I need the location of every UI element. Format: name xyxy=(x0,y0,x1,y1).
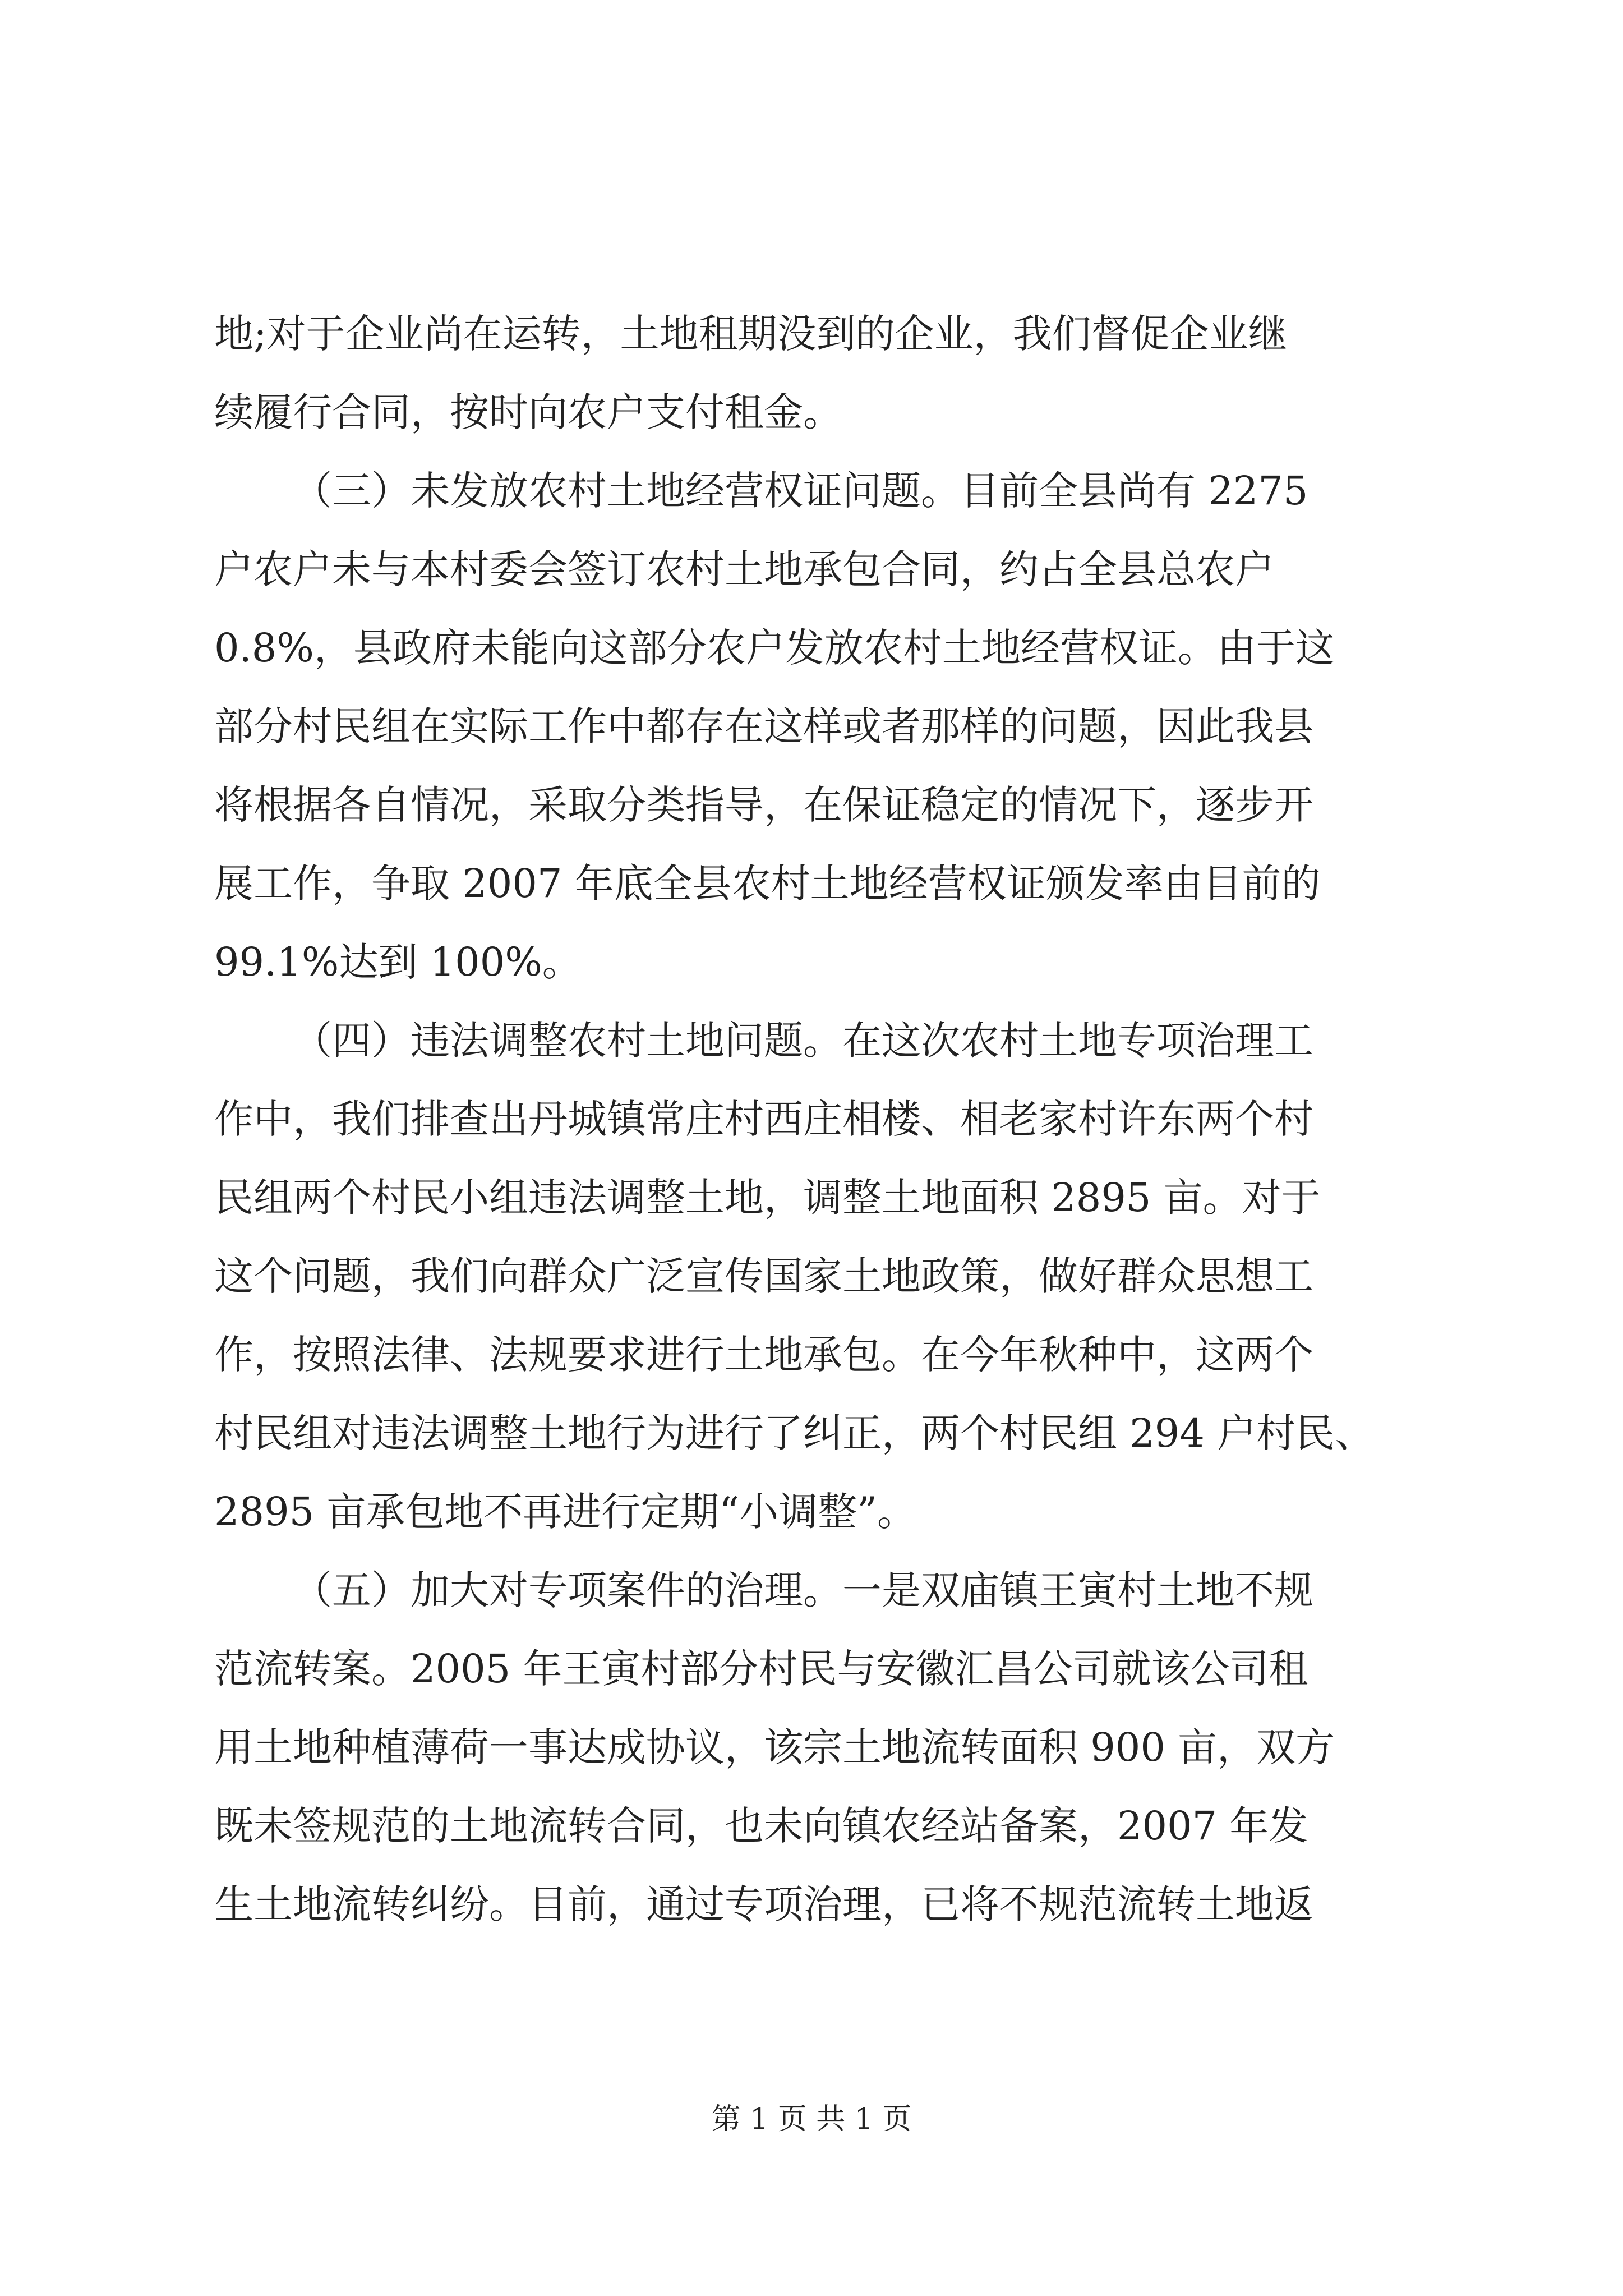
page-footer: 第 1 页 共 1 页 xyxy=(711,2102,912,2136)
text-line-14: 作，按照法律、法规要求进行土地承包。在今年秋种中，这两个 xyxy=(214,1332,1313,1378)
text-line-8: 展工作，争取 2007 年底全县农村土地经营权证颁发率由目前的 xyxy=(214,861,1321,907)
text-line-9: 99.1%达到 100%。 xyxy=(214,939,582,985)
text-line-10: （四）违法调整农村土地问题。在这次农村土地专项治理工 xyxy=(293,1018,1313,1064)
text-line-13: 这个问题，我们向群众广泛宣传国家土地政策，做好群众思想工 xyxy=(214,1253,1313,1299)
text-line-15: 村民组对违法调整土地行为进行了纠正，两个村民组 294 户村民、 xyxy=(214,1410,1375,1456)
text-line-16: 2895 亩承包地不再进行定期“小调整”。 xyxy=(214,1489,916,1535)
text-line-21: 生土地流转纠纷。目前，通过专项治理，已将不规范流转土地返 xyxy=(214,1881,1313,1927)
text-line-5: 0.8%，县政府未能向这部分农户发放农村土地经营权证。由于这 xyxy=(214,625,1335,671)
text-line-2: 续履行合同，按时向农户支付租金。 xyxy=(214,389,842,435)
text-line-12: 民组两个村民小组违法调整土地，调整土地面积 2895 亩。对于 xyxy=(214,1175,1321,1221)
text-line-7: 将根据各自情况，采取分类指导，在保证稳定的情况下，逐步开 xyxy=(214,782,1313,828)
text-line-4: 户农户未与本村委会签订农村土地承包合同，约占全县总农户 xyxy=(214,546,1274,592)
text-line-20: 既未签规范的土地流转合同，也未向镇农经站备案，2007 年发 xyxy=(214,1803,1308,1849)
text-line-6: 部分村民组在实际工作中都存在这样或者那样的问题，因此我县 xyxy=(214,703,1313,749)
text-line-11: 作中，我们排查出丹城镇常庄村西庄相楼、相老家村许东两个村 xyxy=(214,1096,1313,1142)
text-line-17: （五）加大对专项案件的治理。一是双庙镇王寅村土地不规 xyxy=(293,1567,1313,1613)
text-line-19: 用土地种植薄荷一事达成协议，该宗土地流转面积 900 亩，双方 xyxy=(214,1724,1335,1770)
text-line-18: 范流转案。2005 年王寅村部分村民与安徽汇昌公司就该公司租 xyxy=(214,1646,1308,1692)
text-line-1: 地;对于企业尚在运转，土地租期没到的企业，我们督促企业继 xyxy=(214,311,1288,357)
text-line-3: （三）未发放农村土地经营权证问题。目前全县尚有 2275 xyxy=(293,468,1308,514)
